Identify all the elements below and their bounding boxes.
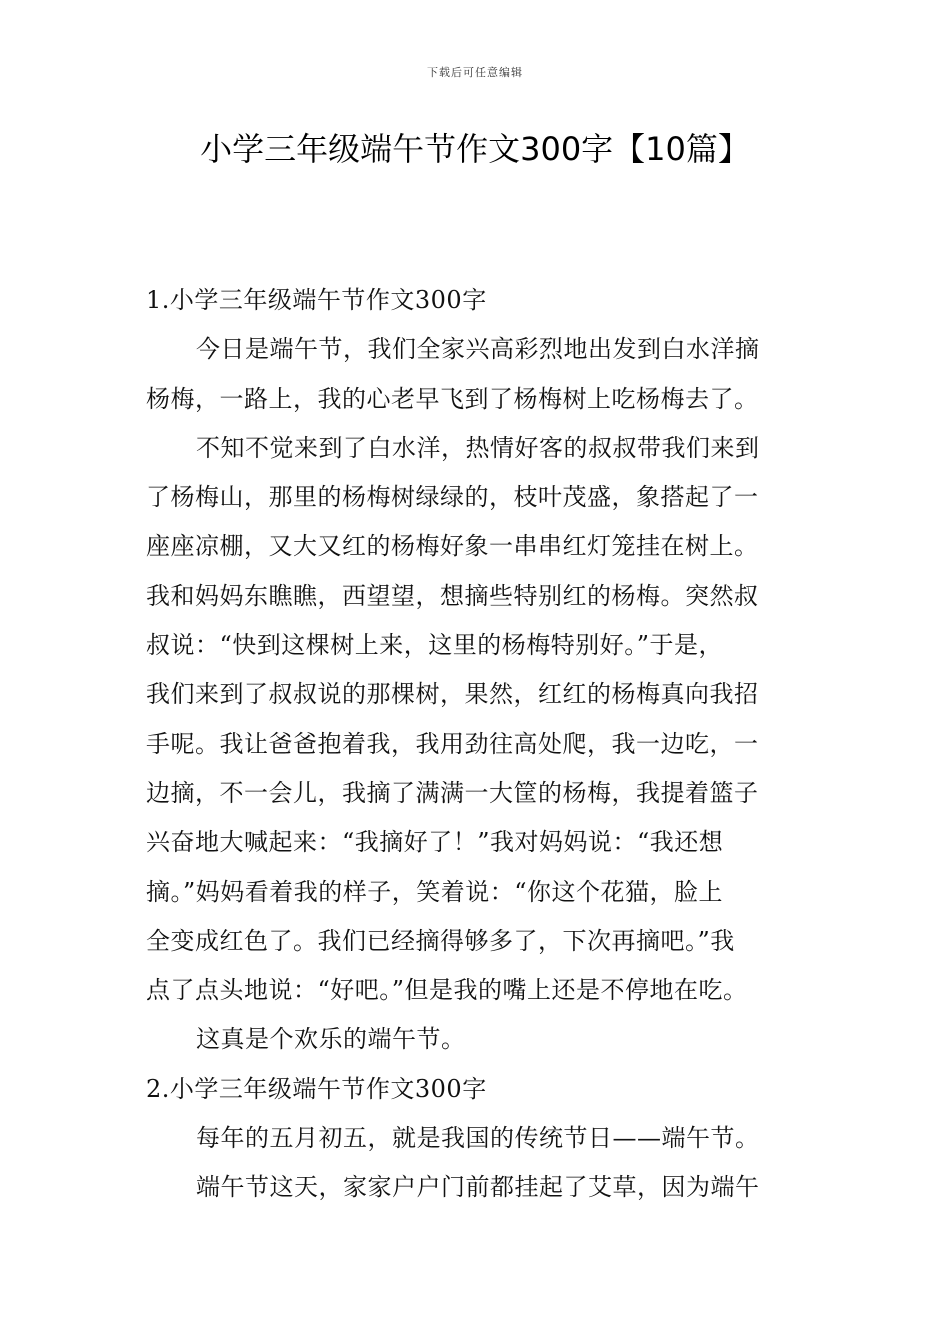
paragraph-line: 杨梅，一路上，我的心老早飞到了杨梅树上吃杨梅去了。 xyxy=(146,384,759,413)
paragraph-line: 叔说：“快到这棵树上来，这里的杨梅特别好。”于是， xyxy=(146,631,724,660)
paragraph-line: 全变成红色了。我们已经摘得够多了，下次再摘吧。”我 xyxy=(146,926,735,955)
paragraph-line: 座座凉棚，又大又红的杨梅好象一串串红灯笼挂在树上。 xyxy=(146,532,759,561)
paragraph-line: 手呢。我让爸爸抱着我，我用劲往高处爬，我一边吃，一 xyxy=(146,729,759,758)
section-heading: 1.小学三年级端午节作文300字 xyxy=(146,286,487,314)
paragraph-line: 今日是端午节，我们全家兴高彩烈地出发到白水洋摘 xyxy=(196,335,760,364)
paragraph-line: 兴奋地大喊起来：“我摘好了！”我对妈妈说：“我还想 xyxy=(146,828,724,857)
paragraph-line: 摘。”妈妈看着我的样子，笑着说：“你这个花猫，脸上 xyxy=(146,877,724,906)
essay-body xyxy=(146,276,808,1213)
paragraph-line: 这真是个欢乐的端午节。 xyxy=(196,1025,466,1054)
paragraph-line: 边摘，不一会儿，我摘了满满一大筐的杨梅，我提着篮子 xyxy=(146,778,759,807)
paragraph-line: 了杨梅山，那里的杨梅树绿绿的，枝叶茂盛，象搭起了一 xyxy=(146,483,759,512)
paragraph-line: 端午节这天，家家户户门前都挂起了艾草，因为端午 xyxy=(196,1173,760,1202)
header-note: 下载后可任意编辑 xyxy=(427,66,523,79)
paragraph-line: 我们来到了叔叔说的那棵树，果然，红红的杨梅真向我招 xyxy=(146,680,759,709)
page-title: 小学三年级端午节作文300字【10篇】 xyxy=(200,130,750,168)
paragraph-line: 不知不觉来到了白水洋，热情好客的叔叔带我们来到 xyxy=(196,433,760,462)
paragraph-line: 点了点头地说：“好吧。”但是我的嘴上还是不停地在吃。 xyxy=(146,976,748,1005)
paragraph-line: 每年的五月初五，就是我国的传统节日——端午节。 xyxy=(196,1124,760,1153)
section-heading: 2.小学三年级端午节作文300字 xyxy=(146,1074,487,1103)
paragraph-line: 我和妈妈东瞧瞧，西望望，想摘些特别红的杨梅。突然叔 xyxy=(146,581,759,610)
